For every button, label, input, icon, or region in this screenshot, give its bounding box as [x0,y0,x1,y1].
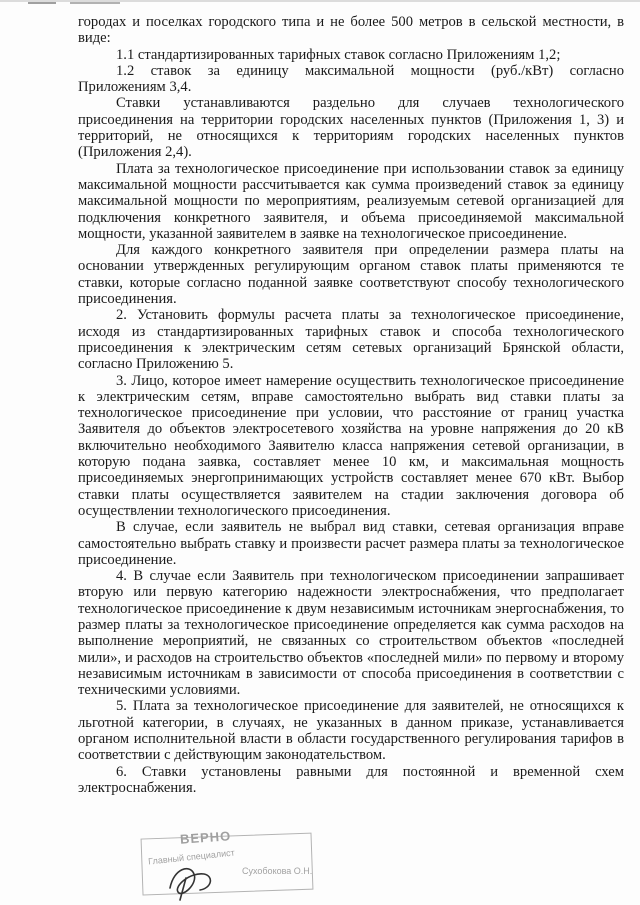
paragraph-item-5: 5. Плата за технологическое присоединение для заявителей, не относящихся к льготной категории, в случаях, не указанных в данном приказе, устанавливается органом исполнительной власти в области государственного регулирования тарифов в соответствии с действующим законодательством. [78,698,624,764]
paragraph-item-4: 4. В случае если Заявитель при технологическом присоединении запрашивает вторую или первую категорию надежности электроснабжения, что предполагает технологическое присоединение к двум независимым источникам энергоснабжения, то размер платы за технологическое присоединение определяется как сумма расходов на выполнение мероприятий, не связанных со строительством объектов «последней мили», и расходов на строительство объектов «последней мили» по первому и второму независимым источникам в зависимости от способа присоединения в соответствии с техническими условиями. [78,568,624,699]
paragraph-item-1-1: 1.1 стандартизированных тарифных ставок согласно Приложениям 1,2; [116,46,561,63]
stamp-name-label: Сухобокова О.Н. [242,866,313,876]
paragraph-item-2: 2. Установить формулы расчета платы за технологическое присоединение, исходя из стандартизированных тарифных ставок и способа технологического присоединения к электрическим сетям сетевых организаций Брянской области, согласно Приложению 5. [78,307,624,373]
paragraph-rates-separation: Ставки устанавливаются раздельно для случаев технологического присоединения на территории городских населенных пунктов (Приложения 1, 3) и территорий, не относящихся к территориям городских населенных пунктов (Приложения 2,4). [78,95,624,161]
paragraph-item-1-2: 1.2 ставок за единицу максимальной мощности (руб./кВт) согласно Приложениям 3,4. [78,62,624,96]
paragraph-applicant-rates: Для каждого конкретного заявителя при определении размера платы на основании утвержденных регулирующим органом ставок платы применяются те ставки, которые согласно поданной заявке соответствуют способу технологического присоединения. [78,242,624,308]
paragraph-continuation: городах и поселках городского типа и не более 500 метров в сельской местности, в виде: [78,14,624,47]
paragraph-item-3: 3. Лицо, которое имеет намерение осуществить технологическое присоединение к электрическим сетям, вправе самостоятельно выбрать вид ставки платы за технологическое присоединение при условии, что расстояние от границ участка Заявителя до объектов электросетевого хозяйства на уровне напряжения до 20 кВ включительно необходимого Заявителю класса напряжения сетевой организации, в которую подана заявка, составляет менее 10 км, и максимальная мощность присоединяемых энергопринимающих устройств составляет менее 670 кВт. Выбор ставки платы осуществляется заявителем на стадии заключения договора об осуществлении технологического присоединения. [78,372,624,519]
paragraph-rate-not-chosen: В случае, если заявитель не выбрал вид ставки, сетевая организация вправе самостоятельно выбрать ставку и произвести расчет размера платы за технологическое присоединение. [78,519,624,568]
handwritten-signature [160,858,230,902]
document-body [78,14,624,796]
paragraph-item-6: 6. Ставки установлены равными для постоянной и временной схем электроснабжения. [78,763,624,796]
stamp-position-label: Главный специалист [147,847,236,867]
stamp-verified-label: ВЕРНО [179,828,232,847]
paragraph-fee-calculation: Плата за технологическое присоединение при использовании ставок за единицу максимальной мощности рассчитывается как сумма произведений ставок за единицу максимальной мощности по мероприятиям, реализуемым сетевой организацией для подключения конкретного заявителя, и объема присоединяемой максимальной мощности, указанной заявителем в заявке на технологическое присоединение. [78,160,624,242]
